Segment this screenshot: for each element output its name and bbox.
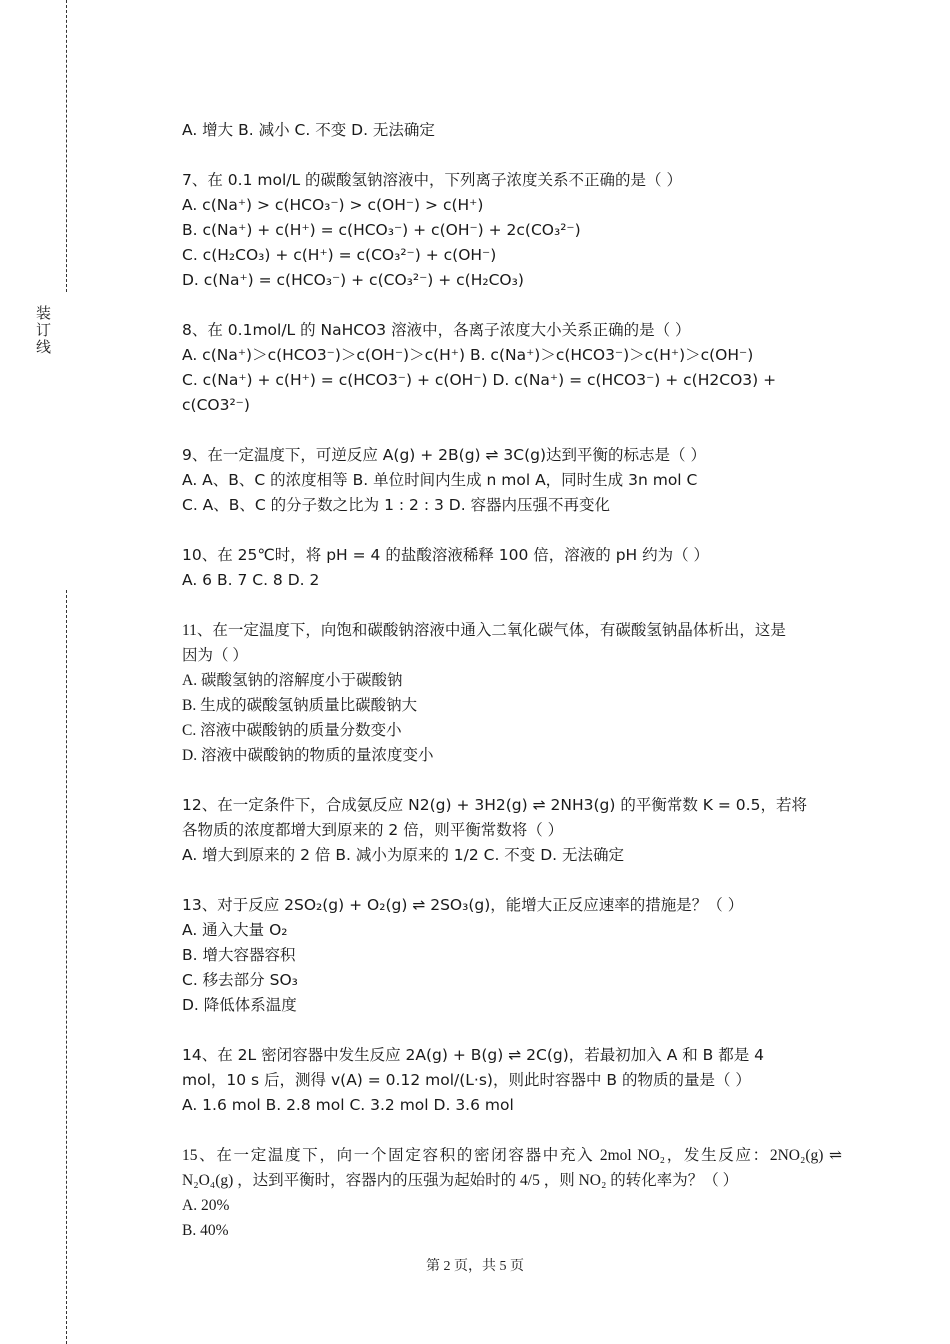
page-number-footer: 第 2 页，共 5 页 bbox=[426, 1259, 524, 1274]
question-11-option-c: C. 溶液中碳酸钠的质量分数变小 bbox=[182, 722, 402, 739]
question-content bbox=[182, 118, 842, 1243]
question-10-stem: 10、在 25℃时，将 pH = 4 的盐酸溶液稀释 100 倍，溶液的 pH 约为（ ） bbox=[182, 546, 710, 564]
question-14-options: A. 1.6 mol B. 2.8 mol C. 3.2 mol D. 3.6 mol bbox=[182, 1096, 514, 1114]
question-13-option-a: A. 通入大量 O₂ bbox=[182, 921, 288, 939]
question-13-option-d: D. 降低体系温度 bbox=[182, 996, 297, 1014]
question-7-option-b: B. c(Na⁺) + c(H⁺) = c(HCO₃⁻) + c(OH⁻) + 2c(CO₃²⁻) bbox=[182, 221, 581, 239]
question-9-stem: 9、在一定温度下，可逆反应 A(g) + 2B(g) ⇌ 3C(g)达到平衡的标志是（ ） bbox=[182, 446, 706, 464]
question-7-option-a: A. c(Na⁺) > c(HCO₃⁻) > c(OH⁻) > c(H⁺) bbox=[182, 196, 484, 214]
question-11-stem-cont: 因为（ ） bbox=[182, 647, 248, 664]
question-11-stem: 11、在一定温度下，向饱和碳酸钠溶液中通入二氧化碳气体，有碳酸氢钠晶体析出，这是 bbox=[182, 622, 786, 639]
binding-line-top bbox=[66, 0, 67, 292]
binding-line-label: 装订线 bbox=[36, 304, 52, 356]
q6-options: A. 增大 B. 减小 C. 不变 D. 无法确定 bbox=[182, 121, 435, 139]
question-13-option-b: B. 增大容器容积 bbox=[182, 946, 296, 964]
question-7-option-d: D. c(Na⁺) = c(HCO₃⁻) + c(CO₃²⁻) + c(H₂CO₃) bbox=[182, 271, 524, 289]
question-15-option-a: A. 20% bbox=[182, 1197, 230, 1214]
question-8-stem: 8、在 0.1mol/L 的 NaHCO3 溶液中，各离子浓度大小关系正确的是（ ） bbox=[182, 321, 691, 339]
question-12-stem-cont: 各物质的浓度都增大到原来的 2 倍，则平衡常数将（ ） bbox=[182, 821, 564, 839]
question-10-options: A. 6 B. 7 C. 8 D. 2 bbox=[182, 571, 320, 589]
question-11-option-d: D. 溶液中碳酸钠的物质的量浓度变小 bbox=[182, 747, 434, 764]
question-13-stem: 13、对于反应 2SO₂(g) + O₂(g) ⇌ 2SO₃(g)，能增大正反应速率的措施是？（ ） bbox=[182, 896, 744, 914]
question-8-options-ab: A. c(Na⁺)＞c(HCO3⁻)＞c(OH⁻)＞c(H⁺) B. c(Na⁺)＞c(HCO3⁻)＞c(H⁺)＞c(OH⁻) bbox=[182, 346, 754, 364]
question-15-stem-cont: N₂O₄(g) ，达到平衡时，容器内的压强为起始时的 4/5 ，则 NO₂ 的转化率为？（ ） bbox=[182, 1172, 739, 1189]
question-11-option-b: B. 生成的碳酸氢钠质量比碳酸钠大 bbox=[182, 697, 418, 714]
question-15-stem: 15、在一定温度下，向一个固定容积的密闭容器中充入 2mol NO₂，发生反应：2NO₂(g) ⇌ bbox=[182, 1147, 842, 1164]
question-15-option-b: B. 40% bbox=[182, 1222, 229, 1239]
question-8-options-cd: C. c(Na⁺) + c(H⁺) = c(HCO3⁻) + c(OH⁻) D. c(Na⁺) = c(HCO3⁻) + c(H2CO3) + bbox=[182, 371, 777, 389]
binding-line-bottom bbox=[66, 590, 67, 1344]
question-7-stem: 7、在 0.1 mol/L 的碳酸氢钠溶液中，下列离子浓度关系不正确的是（ ） bbox=[182, 171, 682, 189]
question-9-options-ab: A. A、B、C 的浓度相等 B. 单位时间内生成 n mol A，同时生成 3n mol C bbox=[182, 471, 698, 489]
question-7-option-c: C. c(H₂CO₃) + c(H⁺) = c(CO₃²⁻) + c(OH⁻) bbox=[182, 246, 497, 264]
question-14-stem: 14、在 2L 密闭容器中发生反应 2A(g) + B(g) ⇌ 2C(g)，若最初加入 A 和 B 都是 4 bbox=[182, 1046, 765, 1064]
question-14-stem-cont: mol，10 s 后，测得 v(A) = 0.12 mol/(L·s)，则此时容器中 B 的物质的量是（ ） bbox=[182, 1071, 751, 1089]
question-13-option-c: C. 移去部分 SO₃ bbox=[182, 971, 298, 989]
question-9-options-cd: C. A、B、C 的分子数之比为 1 : 2 : 3 D. 容器内压强不再变化 bbox=[182, 496, 611, 514]
question-11-option-a: A. 碳酸氢钠的溶解度小于碳酸钠 bbox=[182, 672, 403, 689]
question-8-options-cd-cont: c(CO3²⁻) bbox=[182, 396, 250, 414]
question-12-options: A. 增大到原来的 2 倍 B. 减小为原来的 1/2 C. 不变 D. 无法确定 bbox=[182, 846, 625, 864]
question-12-stem: 12、在一定条件下，合成氨反应 N2(g) + 3H2(g) ⇌ 2NH3(g) 的平衡常数 K = 0.5，若将 bbox=[182, 796, 807, 814]
